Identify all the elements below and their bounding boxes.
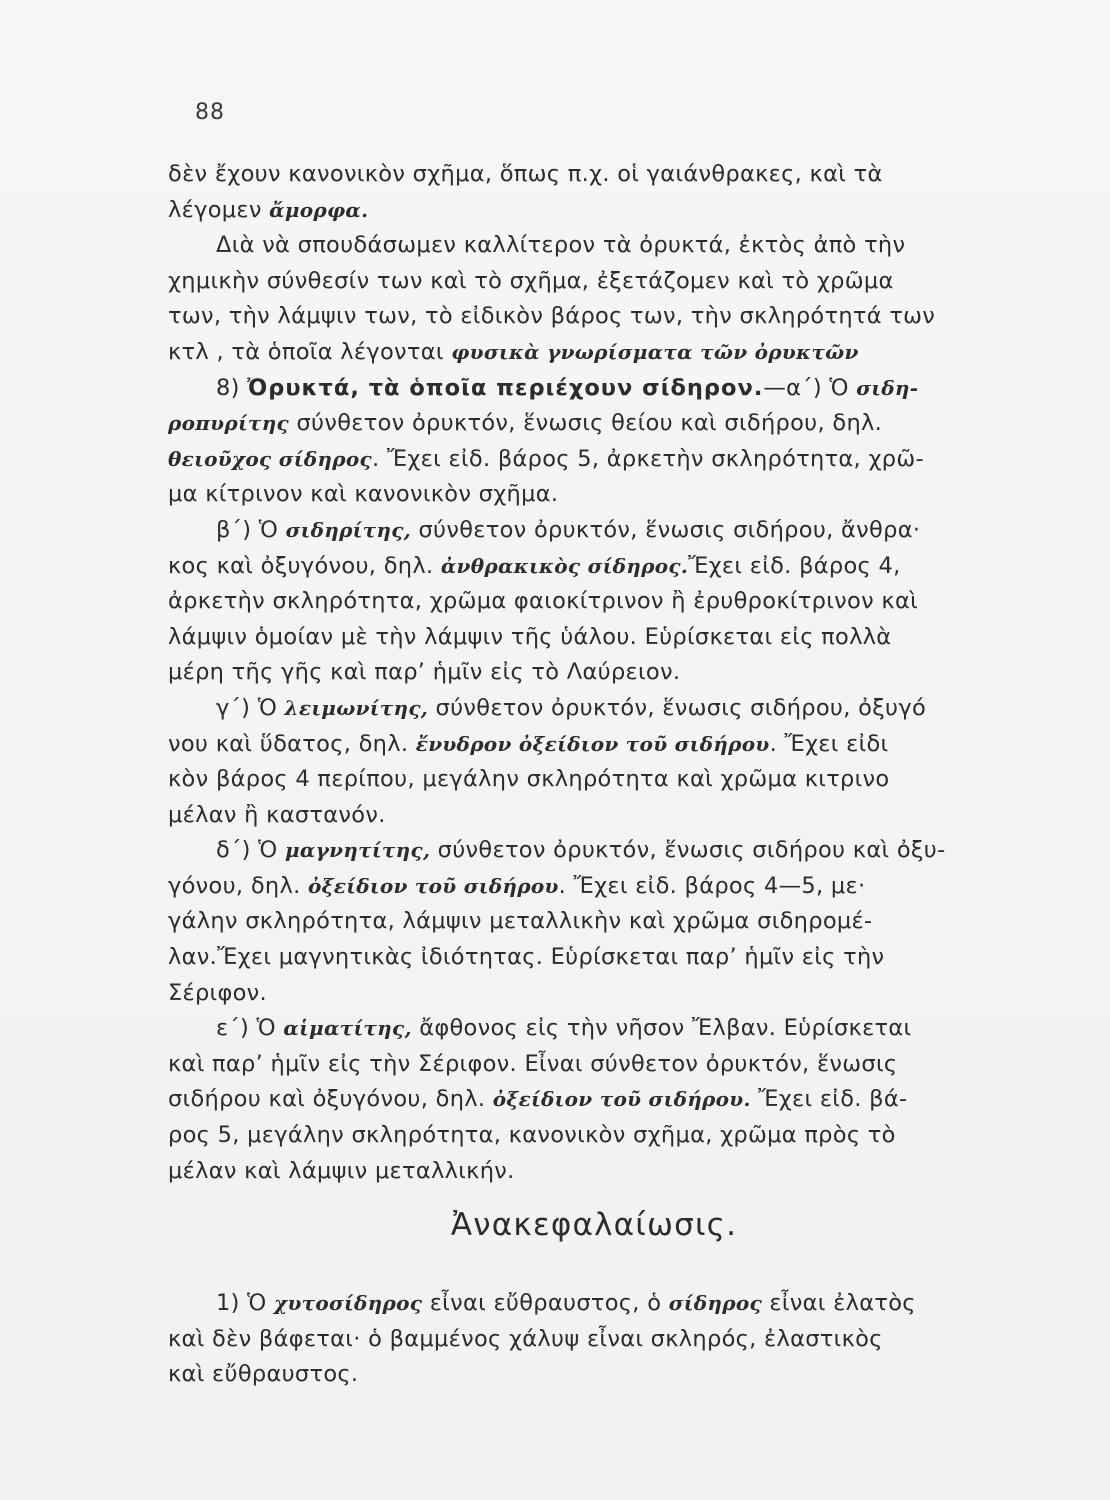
summary-heading: Ἀνακεφαλαίωσις. bbox=[450, 1207, 738, 1244]
text-line: Σέριφον. bbox=[168, 979, 268, 1006]
text-line: μέρη τῆς γῆς καὶ παρ’ ἡμῖν εἰς τὸ Λαύρειον. bbox=[168, 659, 681, 686]
text-line: γ΄) Ὁ λειμωνίτης, σύνθετον ὀρυκτόν, ἕνωσις σιδήρου, ὀξυγό bbox=[216, 694, 927, 721]
text-line: ε΄) Ὁ αἱματίτης, ἄφθονος εἰς τὴν νῆσον Ἔλβαν. Εὑρίσκεται bbox=[216, 1015, 912, 1042]
text-line: ροπυρίτης σύνθετον ὀρυκτόν, ἕνωσις θείου καὶ σιδήρου, δηλ. bbox=[168, 410, 883, 437]
emphasized-term: φυσικὰ γνωρίσματα τῶν ὀρυκτῶν bbox=[451, 339, 859, 364]
emphasized-term: σίδηρος bbox=[668, 1291, 762, 1316]
text-line: κος καὶ ὀξυγόνου, δηλ. ἀνθρακικὸς σίδηρος.Ἔχει εἰδ. βάρος 4, bbox=[168, 552, 901, 579]
emphasized-term: μαγνητίτης, bbox=[284, 838, 431, 863]
emphasized-term: ροπυρίτης bbox=[168, 411, 290, 436]
section-title: Ὀρυκτά, τὰ ὁποῖα περιέχουν σίδηρον. bbox=[247, 374, 764, 401]
text-line: γόνου, δηλ. ὀξείδιον τοῦ σιδήρου. Ἔχει εἰδ. βάρος 4—5, με· bbox=[168, 872, 866, 899]
text-line: κτλ , τὰ ὁποῖα λέγονται φυσικὰ γνωρίσματα τῶν ὀρυκτῶν bbox=[168, 338, 859, 365]
emphasized-term: ἄμορφα. bbox=[269, 197, 369, 222]
text-line: των, τὴν λάμψιν των, τὸ εἰδικὸν βάρος των, τὴν σκληρότητά των bbox=[168, 303, 936, 330]
emphasized-term: ὀξείδιον τοῦ σιδήρου. bbox=[492, 1087, 751, 1112]
body-text bbox=[168, 157, 1004, 1393]
text-line: λέγομεν ἄμορφα. bbox=[168, 196, 369, 223]
text-line: χημικὴν σύνθεσίν των καὶ τὸ σχῆμα, ἐξετάζομεν καὶ τὸ χρῶμα bbox=[168, 267, 894, 294]
emphasized-term: χυτοσίδηρος bbox=[273, 1291, 423, 1316]
emphasized-term: ἔνυδρον ὀξείδιον τοῦ σιδήρου bbox=[415, 731, 770, 756]
text-line: κὸν βάρος 4 περίπου, μεγάλην σκληρότητα καὶ χρῶμα κιτρινο bbox=[168, 766, 890, 793]
emphasized-term: σιδη- bbox=[856, 375, 919, 400]
text-line: β΄) Ὁ σιδηρίτης, σύνθετον ὀρυκτόν, ἕνωσις σιδήρου, ἄνθρα· bbox=[216, 516, 921, 543]
text-line: λαν.Ἔχει μαγνητικὰς ἰδιότητας. Εὑρίσκεται παρ’ ἡμῖν εἰς τὴν bbox=[168, 944, 885, 971]
text-line: μέλαν ἢ καστανόν. bbox=[168, 801, 386, 828]
text-line: δὲν ἔχουν κανονικὸν σχῆμα, ὅπως π.χ. οἱ γαιάνθρακες, καὶ τὰ bbox=[168, 161, 883, 187]
text-line: καὶ παρ’ ἡμῖν εἰς τὴν Σέριφον. Εἶναι σύνθετον ὀρυκτόν, ἕνωσις bbox=[168, 1050, 898, 1077]
text-line: μέλαν καὶ λάμψιν μεταλλικήν. bbox=[168, 1157, 515, 1184]
text-line: λάμψιν ὁμοίαν μὲ τὴν λάμψιν τῆς ὑάλου. Εὑρίσκεται εἰς πολλὰ bbox=[168, 623, 892, 650]
text-line: δ΄) Ὁ μαγνητίτης, σύνθετον ὀρυκτόν, ἕνωσις σιδήρου καὶ ὀξυ- bbox=[216, 837, 946, 864]
page-number: 88 bbox=[195, 100, 225, 125]
text-line: Διὰ νὰ σπουδάσωμεν καλλίτερον τὰ ὀρυκτά, ἐκτὸς ἀπὸ τὴν bbox=[216, 232, 906, 259]
emphasized-term: σιδηρίτης, bbox=[285, 517, 411, 542]
text-line: νου καὶ ὕδατος, δηλ. ἔνυδρον ὀξείδιον τοῦ σιδήρου. Ἔχει εἰδι bbox=[168, 730, 889, 757]
section-heading-line: 8) Ὀρυκτά, τὰ ὁποῖα περιέχουν σίδηρον.—α΄) Ὁ σιδη- bbox=[216, 374, 919, 401]
text-line: καὶ δὲν βάφεται· ὁ βαμμένος χάλυψ εἶναι σκληρός, ἐλαστικὸς bbox=[168, 1325, 883, 1352]
text-line: μα κίτρινον καὶ κανονικὸν σχῆμα. bbox=[168, 481, 559, 508]
emphasized-term: ὀξείδιον τοῦ σιδήρου bbox=[307, 873, 559, 898]
emphasized-term: αἱματίτης, bbox=[283, 1016, 412, 1041]
text-line: 1) Ὁ χυτοσίδηρος εἶναι εὔθραυστος, ὁ σίδηρος εἶναι ἐλατὸς bbox=[216, 1290, 916, 1317]
emphasized-term: λειμωνίτης, bbox=[284, 695, 429, 720]
text-line: ἀρκετὴν σκληρότητα, χρῶμα φαιοκίτρινον ἢ ἐρυθροκίτρινον καὶ bbox=[168, 588, 919, 615]
emphasized-term: θειοῦχος σίδηρος bbox=[168, 446, 372, 471]
text-line: καὶ εὔθραυστος. bbox=[168, 1361, 359, 1388]
text-line: γάλην σκληρότητα, λάμψιν μεταλλικὴν καὶ χρῶμα σιδηρομέ- bbox=[168, 908, 873, 935]
emphasized-term: ἀνθρακικὸς σίδηρος. bbox=[440, 553, 689, 578]
text-line: ρος 5, μεγάλην σκληρότητα, κανονικὸν σχῆμα, χρῶμα πρὸς τὸ bbox=[168, 1122, 896, 1149]
text-line: θειοῦχος σίδηρος. Ἔχει εἰδ. βάρος 5, ἀρκετὴν σκληρότητα, χρῶ- bbox=[168, 445, 924, 472]
text-line: σιδήρου καὶ ὀξυγόνου, δηλ. ὀξείδιον τοῦ σιδήρου. Ἔχει εἰδ. βά- bbox=[168, 1086, 908, 1113]
